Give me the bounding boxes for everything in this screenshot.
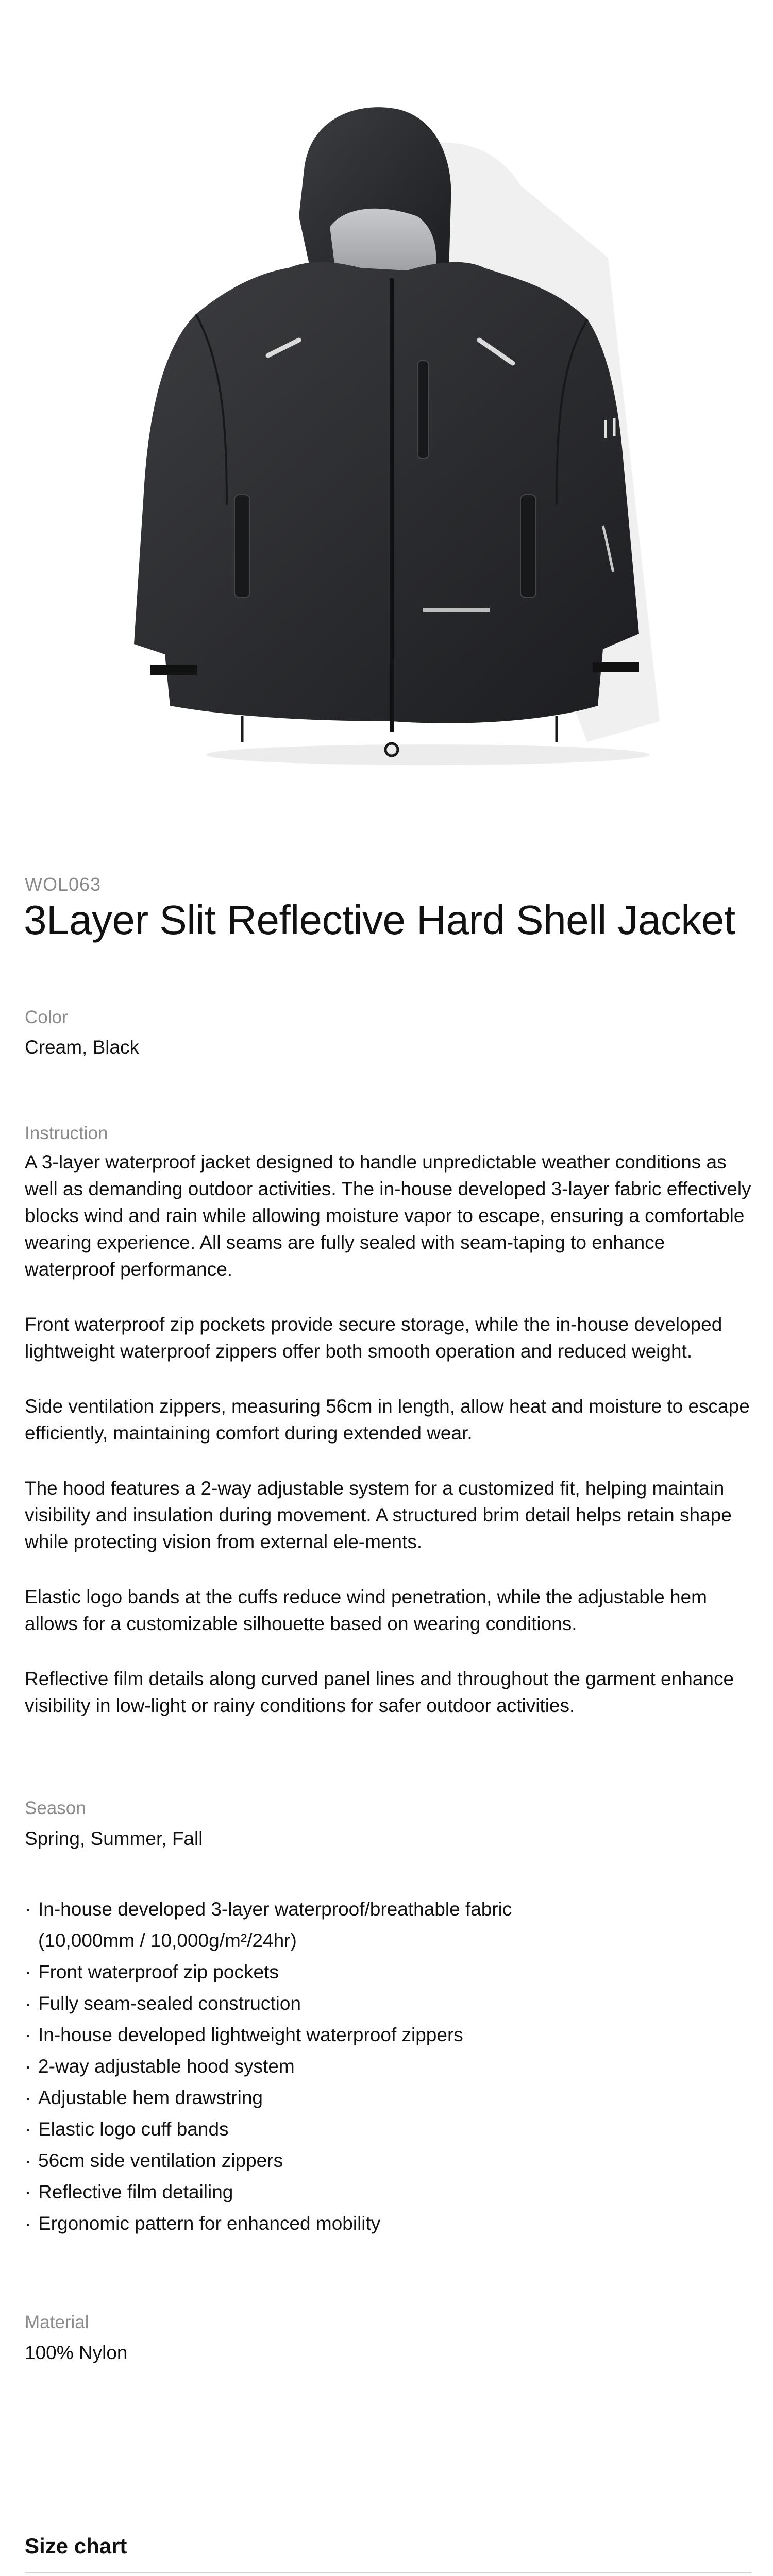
- bullet-icon: ·: [25, 2213, 31, 2234]
- bullet-icon: ·: [25, 2150, 31, 2171]
- feature-list: [25, 1893, 751, 2239]
- instruction-body: [25, 1149, 751, 1748]
- season-label: Season: [25, 1798, 86, 1818]
- feature-item: · Fully seam-sealed construction: [25, 1988, 751, 2019]
- column-header: [25, 2573, 101, 2576]
- color-value: Cream, Black: [25, 1037, 140, 1058]
- size-chart-header-row: [25, 2572, 751, 2576]
- instruction-paragraph: A 3-layer waterproof jacket designed to handle unpredictable weather conditions as well as demanding outdoor activities. The in-house developed 3-layer fabric effectively blocks wind and rain while allowing moisture vapor to escape, ensuring a comfortable wearing experience. All seams are fully sealed with seam-taping to enhance waterproof performance.: [25, 1151, 751, 1280]
- feature-item: · Ergonomic pattern for enhanced mobility: [25, 2208, 751, 2239]
- column-header: [391, 2573, 494, 2576]
- jacket-illustration: [0, 0, 773, 804]
- feature-item: · 2-way adjustable hood system: [25, 2050, 751, 2082]
- bullet-icon: ·: [25, 1993, 31, 2014]
- column-header: [638, 2573, 736, 2576]
- feature-item: (10,000mm / 10,000g/m²/24hr): [38, 1930, 297, 1951]
- bullet-icon: ·: [25, 2087, 31, 2108]
- season-value: Spring, Summer, Fall: [25, 1828, 203, 1849]
- product-image: [0, 0, 773, 804]
- material-value: 100% Nylon: [25, 2342, 128, 2363]
- column-header: [267, 2573, 360, 2576]
- material-label: Material: [25, 2312, 89, 2332]
- size-chart-table: [25, 2572, 751, 2576]
- size-chart-title: Size chart: [25, 2534, 127, 2558]
- bullet-icon: ·: [25, 2181, 31, 2202]
- product-title: 3Layer Slit Reflective Hard Shell Jacket: [24, 897, 735, 943]
- bullet-icon: ·: [25, 2056, 31, 2077]
- instruction-paragraph: Side ventilation zippers, measuring 56cm in length, allow heat and moisture to escape efficiently, maintaining comfort during extended wear.: [25, 1396, 750, 1444]
- feature-item: · In-house developed 3-layer waterproof/breathable fabric: [25, 1893, 751, 1925]
- column-header: [519, 2573, 602, 2576]
- feature-item: · Front waterproof zip pockets: [25, 1956, 751, 1988]
- instruction-paragraph: The hood features a 2-way adjustable system for a customized fit, helping maintain visibility and insulation during movement. A structured brim detail helps retain shape while protecting vision from external ele-ments.: [25, 1478, 732, 1552]
- instruction-paragraph: Reflective film details along curved panel lines and throughout the garment enhance visibility in low-light or rainy conditions for safer outdoor activities.: [25, 1668, 734, 1716]
- instruction-paragraph: Elastic logo bands at the cuffs reduce wind penetration, while the adjustable hem allows for a customizable silhouette based on wearing conditions.: [25, 1586, 707, 1634]
- feature-item: · Reflective film detailing: [25, 2176, 751, 2208]
- color-label: Color: [25, 1007, 68, 1027]
- bullet-icon: ·: [25, 1899, 31, 1920]
- instruction-label: Instruction: [25, 1123, 108, 1143]
- instruction-paragraph: Front waterproof zip pockets provide secure storage, while the in-house developed lightweight waterproof zippers offer both smooth operation and reduced weight.: [25, 1314, 722, 1362]
- feature-item: · Elastic logo cuff bands: [25, 2113, 751, 2145]
- bullet-icon: ·: [25, 2024, 31, 2045]
- bullet-icon: ·: [25, 1961, 31, 1982]
- bullet-icon: ·: [25, 2119, 31, 2140]
- feature-item: · Adjustable hem drawstring: [25, 2082, 751, 2113]
- feature-item: · In-house developed lightweight waterproof zippers: [25, 2019, 751, 2050]
- feature-item: · 56cm side ventilation zippers: [25, 2145, 751, 2176]
- product-code: WOL063: [25, 874, 102, 895]
